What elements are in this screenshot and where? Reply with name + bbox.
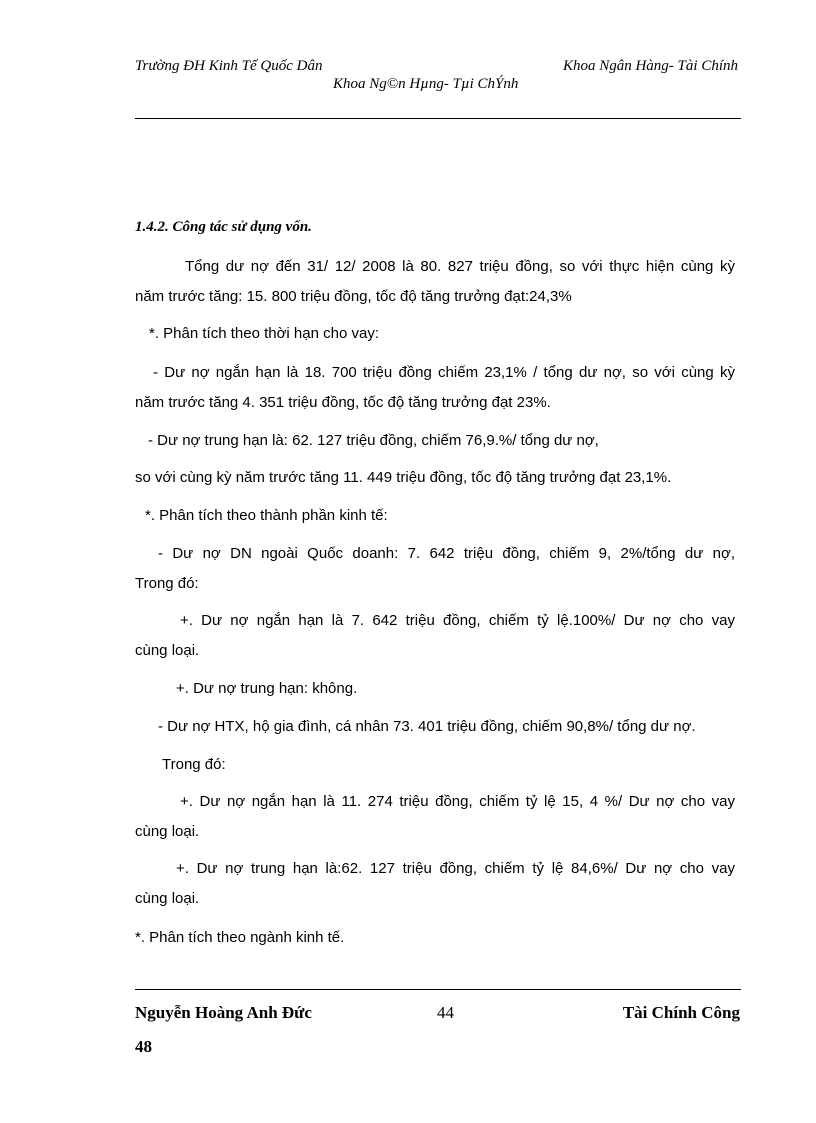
paragraph-line: năm trước tăng: 15. 800 triệu đồng, tốc độ tăng trưởng đạt:24,3% bbox=[135, 288, 572, 305]
paragraph-line: *. Phân tích theo ngành kinh tế. bbox=[135, 929, 345, 946]
paragraph-line: cùng loại. bbox=[135, 890, 200, 907]
header-right: Khoa Ngân Hàng- Tài Chính bbox=[562, 58, 738, 74]
paragraph-line: +. Dư nợ trung hạn: không. bbox=[176, 680, 358, 697]
paragraph-line: Tổng dư nợ đến 31/ 12/ 2008 là 80. 827 triệu đồng, so với thực hiện cùng kỳ bbox=[185, 258, 735, 275]
section-title: 1.4.2. Công tác sử dụng vốn. bbox=[135, 219, 312, 235]
paragraph-line: so với cùng kỳ năm trước tăng 11. 449 triệu đồng, tốc độ tăng trưởng đạt 23,1%. bbox=[135, 469, 672, 486]
footer-extra-number: 48 bbox=[135, 1037, 152, 1056]
footer-page-number: 44 bbox=[437, 1003, 454, 1022]
paragraph-line: - Dư nợ DN ngoài Quốc doanh: 7. 642 triệu đồng, chiếm 9, 2%/tổng dư nợ, bbox=[158, 545, 735, 562]
paragraph-line: *. Phân tích theo thời hạn cho vay: bbox=[149, 325, 379, 342]
paragraph-line: Trong đó: bbox=[135, 575, 199, 592]
paragraph-line: +. Dư nợ ngắn hạn là 11. 274 triệu đồng, chiếm tỷ lệ 15, 4 %/ Dư nợ cho vay bbox=[180, 793, 735, 810]
header-rule bbox=[135, 118, 741, 119]
footer-rule bbox=[135, 989, 741, 990]
paragraph-line: - Dư nợ ngắn hạn là 18. 700 triệu đồng chiếm 23,1% / tổng dư nợ, so với cùng kỳ bbox=[153, 364, 735, 381]
paragraph-line: năm trước tăng 4. 351 triệu đồng, tốc độ tăng trưởng đạt 23%. bbox=[135, 394, 551, 411]
paragraph-line: - Dư nợ HTX, hộ gia đình, cá nhân 73. 401 triệu đồng, chiếm 90,8%/ tổng dư nợ. bbox=[158, 718, 696, 735]
paragraph-line: - Dư nợ trung hạn là: 62. 127 triệu đồng, chiếm 76,9.%/ tổng dư nợ, bbox=[148, 432, 599, 449]
header-center: Khoa Ng©n Hµng- Tµi ChÝnh bbox=[333, 76, 519, 92]
footer-major: Tài Chính Công bbox=[622, 1003, 740, 1022]
paragraph-line: cùng loại. bbox=[135, 823, 200, 840]
footer-author: Nguyễn Hoàng Anh Đức bbox=[135, 1003, 312, 1022]
paragraph-line: +. Dư nợ trung hạn là:62. 127 triệu đồng, chiếm tỷ lệ 84,6%/ Dư nợ cho vay bbox=[176, 860, 735, 877]
paragraph-line: *. Phân tích theo thành phần kinh tế: bbox=[145, 507, 388, 524]
header-left: Trường ĐH Kinh Tế Quốc Dân bbox=[135, 58, 323, 74]
paragraph-line: Trong đó: bbox=[162, 756, 226, 773]
paragraph-line: cùng loại. bbox=[135, 642, 200, 659]
paragraph-line: +. Dư nợ ngắn hạn là 7. 642 triệu đồng, chiếm tỷ lệ.100%/ Dư nợ cho vay bbox=[180, 612, 735, 629]
